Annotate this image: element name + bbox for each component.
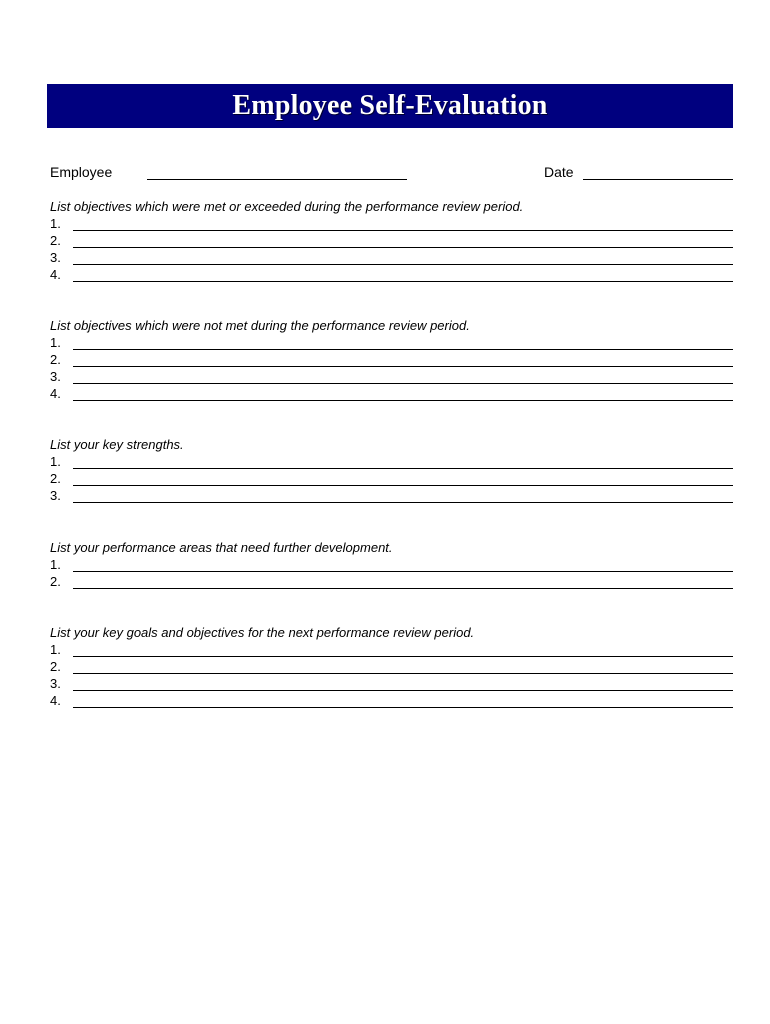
- answer-line[interactable]: [73, 230, 733, 231]
- list-item: [50, 675, 733, 692]
- list-item: [50, 692, 733, 709]
- section-development-areas: [50, 539, 733, 590]
- section-prompt: List your key strengths.: [50, 437, 184, 452]
- list-item: [50, 556, 733, 573]
- date-field[interactable]: [583, 179, 733, 180]
- list-item: [50, 487, 733, 504]
- header-row: [50, 164, 733, 182]
- section-objectives-met: [50, 198, 733, 283]
- item-number: 1.: [50, 335, 61, 350]
- list-item: [50, 266, 733, 283]
- answer-line[interactable]: [73, 588, 733, 589]
- section-prompt: List objectives which were met or exceeded during the performance review period.: [50, 199, 524, 214]
- answer-line[interactable]: [73, 349, 733, 350]
- answer-line[interactable]: [73, 707, 733, 708]
- section-key-goals: [50, 624, 733, 709]
- list-item: [50, 453, 733, 470]
- list-item: [50, 573, 733, 590]
- list-item: [50, 641, 733, 658]
- answer-line[interactable]: [73, 383, 733, 384]
- item-number: 2.: [50, 471, 61, 486]
- answer-line[interactable]: [73, 247, 733, 248]
- date-label: Date: [544, 164, 574, 180]
- answer-line[interactable]: [73, 468, 733, 469]
- answer-line[interactable]: [73, 571, 733, 572]
- item-number: 1.: [50, 642, 61, 657]
- item-number: 2.: [50, 659, 61, 674]
- section-prompt: List your key goals and objectives for the next performance review period.: [50, 625, 475, 640]
- list-item: [50, 215, 733, 232]
- list-item: [50, 470, 733, 487]
- item-number: 3.: [50, 369, 61, 384]
- employee-label: Employee: [50, 164, 113, 180]
- item-number: 1.: [50, 216, 61, 231]
- page-title: Employee Self-Evaluation: [232, 90, 548, 121]
- list-item: [50, 368, 733, 385]
- list-item: [50, 385, 733, 402]
- list-item: [50, 658, 733, 675]
- section-prompt: List objectives which were not met during the performance review period.: [50, 318, 470, 333]
- item-number: 4.: [50, 386, 61, 401]
- item-number: 2.: [50, 233, 61, 248]
- list-item: [50, 249, 733, 266]
- item-number: 3.: [50, 676, 61, 691]
- answer-line[interactable]: [73, 264, 733, 265]
- answer-line[interactable]: [73, 502, 733, 503]
- item-number: 3.: [50, 488, 61, 503]
- list-item: [50, 232, 733, 249]
- answer-line[interactable]: [73, 281, 733, 282]
- item-number: 2.: [50, 574, 61, 589]
- item-number: 1.: [50, 454, 61, 469]
- section-prompt: List your performance areas that need further development.: [50, 540, 393, 555]
- list-item: [50, 351, 733, 368]
- answer-line[interactable]: [73, 366, 733, 367]
- item-number: 1.: [50, 557, 61, 572]
- employee-field[interactable]: [147, 179, 407, 180]
- item-number: 4.: [50, 693, 61, 708]
- list-item: [50, 334, 733, 351]
- answer-line[interactable]: [73, 400, 733, 401]
- title-banner: [47, 84, 733, 128]
- item-number: 2.: [50, 352, 61, 367]
- answer-line[interactable]: [73, 485, 733, 486]
- section-objectives-not-met: [50, 317, 733, 402]
- item-number: 3.: [50, 250, 61, 265]
- section-key-strengths: [50, 436, 733, 504]
- answer-line[interactable]: [73, 673, 733, 674]
- answer-line[interactable]: [73, 656, 733, 657]
- answer-line[interactable]: [73, 690, 733, 691]
- item-number: 4.: [50, 267, 61, 282]
